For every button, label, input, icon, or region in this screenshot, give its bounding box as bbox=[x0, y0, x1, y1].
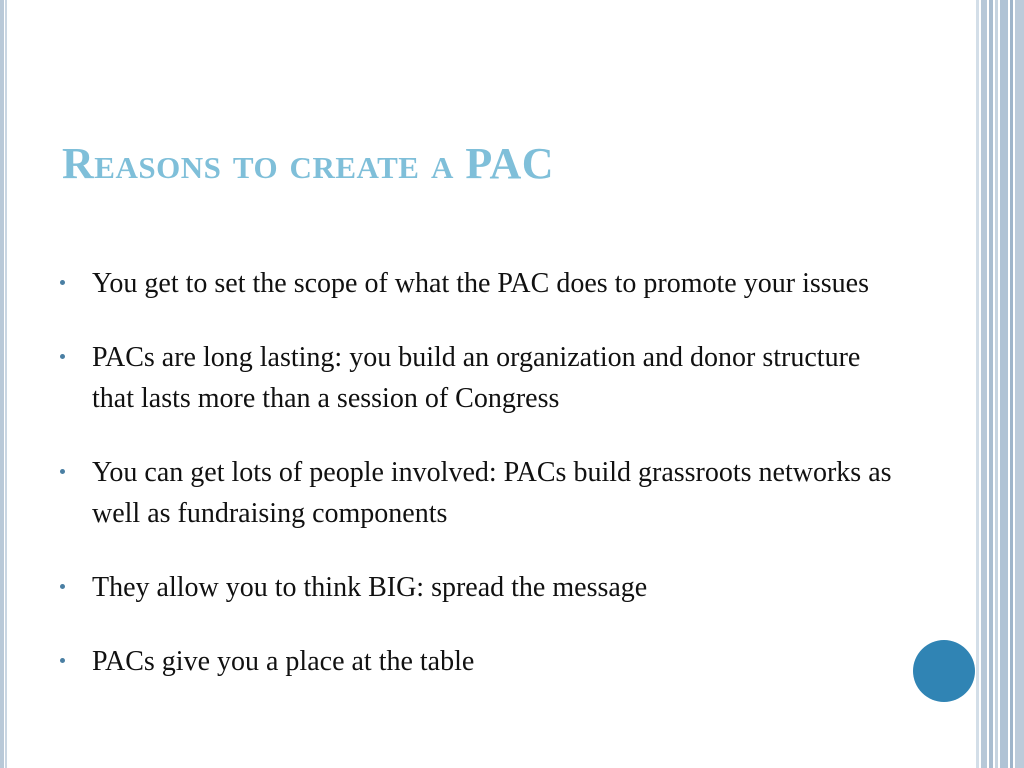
list-item bbox=[60, 641, 900, 682]
slide-title: Reasons to create a PAC bbox=[62, 139, 554, 188]
bullet-icon bbox=[60, 280, 65, 285]
list-item bbox=[60, 337, 900, 419]
bullet-text: PACs give you a place at the table bbox=[92, 646, 475, 677]
list-item bbox=[60, 567, 900, 608]
decorative-circle bbox=[913, 640, 975, 702]
bullet-list bbox=[60, 263, 900, 715]
bullet-text: You get to set the scope of what the PAC does to promote your issues bbox=[92, 268, 869, 299]
bullet-icon bbox=[60, 658, 65, 663]
list-item bbox=[60, 452, 900, 534]
list-item bbox=[60, 263, 900, 304]
bullet-icon bbox=[60, 584, 65, 589]
bullet-icon bbox=[60, 354, 65, 359]
bullet-text: You can get lots of people involved: PACs build grassroots networks as well as fundraising components bbox=[92, 457, 892, 529]
bullet-icon bbox=[60, 469, 65, 474]
bullet-text: They allow you to think BIG: spread the message bbox=[92, 572, 648, 603]
bullet-text: PACs are long lasting: you build an organization and donor structure that lasts more than a session of Congress bbox=[92, 342, 861, 414]
left-border-decoration bbox=[0, 0, 7, 768]
right-stripes-decoration bbox=[976, 0, 1024, 768]
